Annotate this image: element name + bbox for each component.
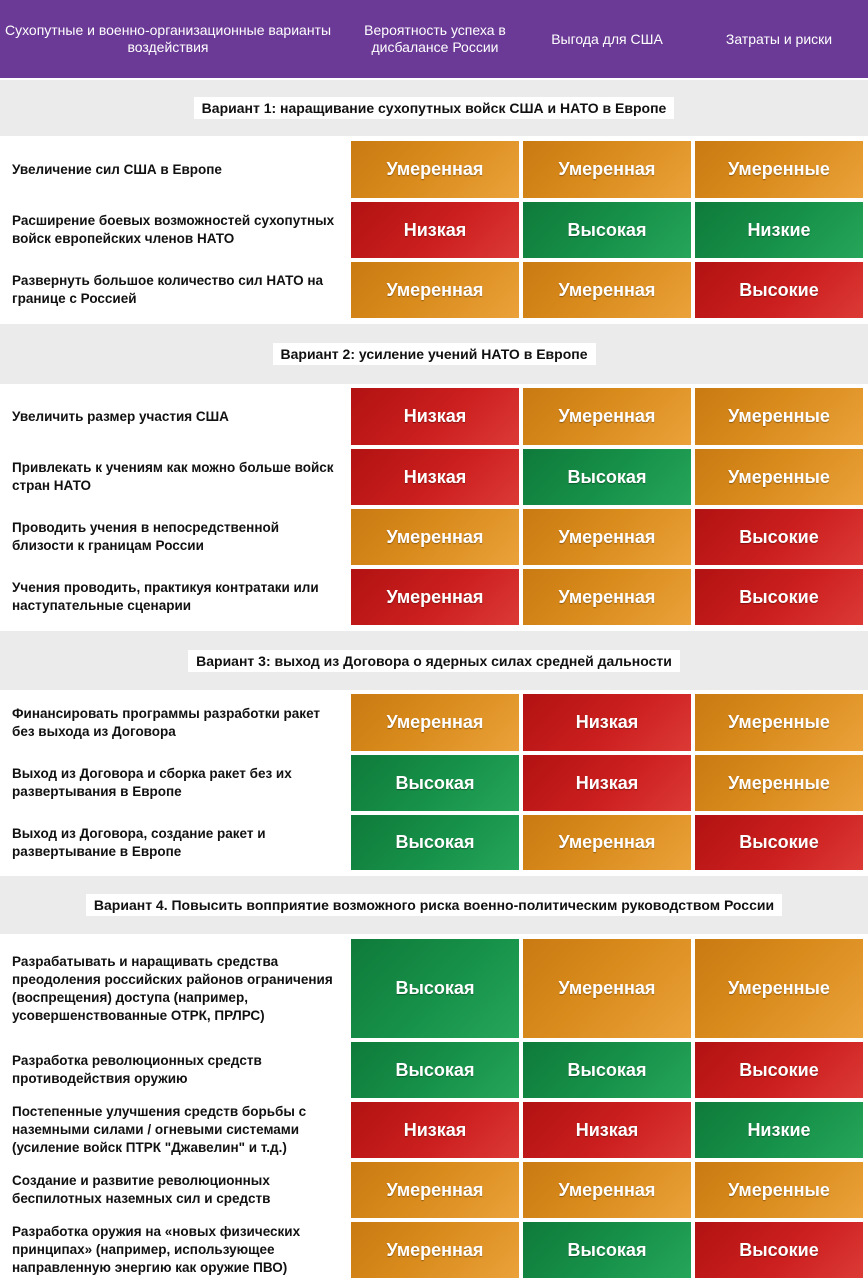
success-rating: Умеренная [351, 262, 519, 318]
section-title: Вариант 2: усиление учений НАТО в Европе [273, 343, 596, 365]
section-band [0, 80, 868, 136]
section-title: Вариант 4. Повысить вопприятие возможного риска военно-политическим руководством России [86, 894, 782, 916]
table-row [0, 692, 868, 753]
cost-rating: Умеренные [695, 939, 863, 1038]
row-label: Разрабатывать и наращивать средства преодоления российских районов ограничения (воспрещения) доступа (например, усовершенствованные ОТРК, ПРЛРС) [12, 953, 333, 1023]
table-row [0, 386, 868, 447]
success-rating: Умеренная [351, 141, 519, 198]
benefit-rating: Умеренная [523, 141, 691, 198]
header-success-column: Вероятность успеха в дисбалансе России [364, 22, 506, 55]
row-label: Разработка оружия на «новых физических принципах» (например, использующее направленную энергию как оружие ПВО) [12, 1224, 301, 1275]
header-benefit-column: Выгода для США [551, 30, 663, 47]
row-label: Увеличение сил США в Европе [12, 161, 222, 177]
cost-rating: Низкие [695, 202, 863, 258]
success-rating: Умеренная [351, 569, 519, 625]
cost-rating: Умеренные [695, 694, 863, 751]
row-label: Финансировать программы разработки ракет без выхода из Договора [12, 705, 321, 739]
benefit-rating: Умеренная [523, 815, 691, 870]
section-band [0, 324, 868, 384]
cost-rating: Умеренные [695, 388, 863, 445]
success-rating: Низкая [351, 1102, 519, 1158]
success-rating: Высокая [351, 815, 519, 870]
row-label: Учения проводить, практикуя контратаки или наступательные сценарии [12, 580, 319, 613]
row-label: Развернуть большое количество сил НАТО на границе с Россией [12, 273, 324, 306]
cost-rating: Высокие [695, 262, 863, 318]
table-row [0, 139, 868, 200]
benefit-rating: Умеренная [523, 388, 691, 445]
table-row [0, 507, 868, 567]
row-label: Создание и развитие революционных беспилотных наземных сил и средств [12, 1173, 271, 1206]
benefit-rating: Умеренная [523, 262, 691, 318]
header-cost-column: Затраты и риски [725, 30, 833, 47]
row-label: Выход из Договора, создание ракет и развертывание в Европе [12, 825, 266, 859]
cost-rating: Высокие [695, 509, 863, 565]
table-row [0, 1160, 868, 1220]
table-row [0, 260, 868, 320]
success-rating: Умеренная [351, 694, 519, 751]
table-row [0, 753, 868, 813]
cost-rating: Умеренные [695, 141, 863, 198]
benefit-rating: Низкая [523, 755, 691, 811]
table-row [0, 1100, 868, 1160]
cost-rating: Высокие [695, 1222, 863, 1278]
benefit-rating: Высокая [523, 202, 691, 258]
success-rating: Низкая [351, 388, 519, 445]
section-band [0, 631, 868, 690]
benefit-rating: Умеренная [523, 509, 691, 565]
success-rating: Низкая [351, 202, 519, 258]
cost-rating: Высокие [695, 1042, 863, 1098]
table-row [0, 937, 868, 1040]
success-rating: Высокая [351, 1042, 519, 1098]
table-row [0, 567, 868, 627]
row-label: Расширение боевых возможностей сухопутных войск европейских членов НАТО [12, 213, 335, 246]
row-label: Выход из Договора и сборка ракет без их развертывания в Европе [12, 766, 292, 799]
success-rating: Высокая [351, 755, 519, 811]
row-label: Постепенные улучшения средств борьбы с наземными силами / огневыми системами (усиление войск ПТРК "Джавелин" и т.д.) [12, 1104, 307, 1155]
section-band [0, 876, 868, 934]
benefit-rating: Высокая [523, 1042, 691, 1098]
cost-rating: Высокие [695, 815, 863, 870]
table-row [0, 447, 868, 507]
table-row [0, 200, 868, 260]
success-rating: Низкая [351, 449, 519, 505]
cost-rating: Умеренные [695, 755, 863, 811]
table-row [0, 1040, 868, 1100]
benefit-rating: Умеренная [523, 1162, 691, 1218]
benefit-rating: Низкая [523, 694, 691, 751]
cost-rating: Умеренные [695, 449, 863, 505]
table-row [0, 1220, 868, 1280]
row-label: Увеличить размер участия США [12, 408, 229, 424]
row-label: Проводить учения в непосредственной близости к границам России [12, 520, 280, 553]
cost-rating: Высокие [695, 569, 863, 625]
success-rating: Умеренная [351, 509, 519, 565]
benefit-rating: Умеренная [523, 939, 691, 1038]
cost-rating: Умеренные [695, 1162, 863, 1218]
row-label: Привлекать к учениям как можно больше войск стран НАТО [12, 460, 334, 493]
cost-rating: Низкие [695, 1102, 863, 1158]
section-title: Вариант 3: выход из Договора о ядерных силах средней дальности [188, 650, 680, 672]
benefit-rating: Умеренная [523, 569, 691, 625]
benefit-rating: Высокая [523, 1222, 691, 1278]
header-options-column: Сухопутные и военно-организационные варианты воздействия [4, 22, 332, 55]
success-rating: Умеренная [351, 1222, 519, 1278]
benefit-rating: Низкая [523, 1102, 691, 1158]
table-header [0, 0, 868, 78]
table-row [0, 813, 868, 872]
success-rating: Умеренная [351, 1162, 519, 1218]
row-label: Разработка революционных средств противодействия оружию [12, 1053, 262, 1086]
section-title: Вариант 1: наращивание сухопутных войск США и НАТО в Европе [194, 97, 675, 119]
benefit-rating: Высокая [523, 449, 691, 505]
success-rating: Высокая [351, 939, 519, 1038]
